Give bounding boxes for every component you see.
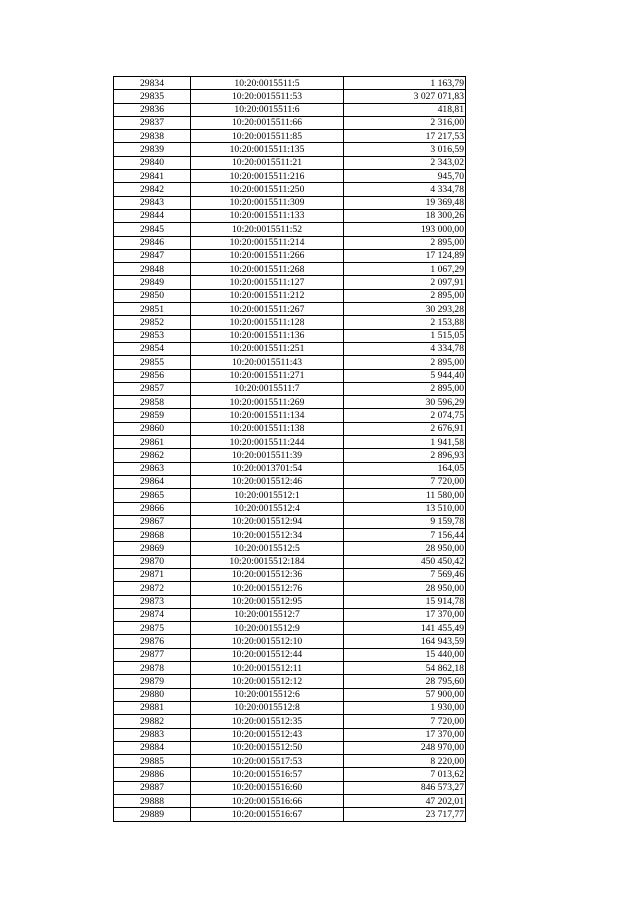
cadastral-number-cell: 10:20:0015512:8 bbox=[191, 701, 344, 714]
value-cell: 28 950,00 bbox=[344, 542, 466, 555]
table-row bbox=[114, 648, 466, 661]
table-row bbox=[114, 701, 466, 714]
row-number-cell: 29882 bbox=[114, 715, 191, 728]
value-cell: 2 895,00 bbox=[344, 382, 466, 395]
cadastral-number-cell: 10:20:0015512:95 bbox=[191, 595, 344, 608]
row-number-cell: 29866 bbox=[114, 502, 191, 515]
value-cell: 7 569,46 bbox=[344, 568, 466, 581]
value-cell: 450 450,42 bbox=[344, 555, 466, 568]
row-number-cell: 29858 bbox=[114, 396, 191, 409]
value-cell: 2 074,75 bbox=[344, 409, 466, 422]
table-row bbox=[114, 382, 466, 395]
row-number-cell: 29840 bbox=[114, 156, 191, 169]
row-number-cell: 29855 bbox=[114, 356, 191, 369]
table-row bbox=[114, 449, 466, 462]
value-cell: 30 596,29 bbox=[344, 396, 466, 409]
table-row bbox=[114, 462, 466, 475]
cadastral-number-cell: 10:20:0015511:136 bbox=[191, 329, 344, 342]
cadastral-number-cell: 10:20:0015511:268 bbox=[191, 263, 344, 276]
table-row bbox=[114, 622, 466, 635]
cadastral-number-cell: 10:20:0015511:267 bbox=[191, 303, 344, 316]
value-cell: 846 573,27 bbox=[344, 781, 466, 794]
row-number-cell: 29870 bbox=[114, 555, 191, 568]
value-cell: 141 455,49 bbox=[344, 622, 466, 635]
row-number-cell: 29843 bbox=[114, 196, 191, 209]
table-row bbox=[114, 728, 466, 741]
cadastral-number-cell: 10:20:0015511:5 bbox=[191, 77, 344, 90]
row-number-cell: 29853 bbox=[114, 329, 191, 342]
table-row bbox=[114, 409, 466, 422]
cadastral-number-cell: 10:20:0015512:12 bbox=[191, 675, 344, 688]
row-number-cell: 29848 bbox=[114, 263, 191, 276]
table-row bbox=[114, 342, 466, 355]
row-number-cell: 29852 bbox=[114, 316, 191, 329]
table-row bbox=[114, 781, 466, 794]
table-body bbox=[114, 77, 466, 822]
value-cell: 28 950,00 bbox=[344, 582, 466, 595]
table-row bbox=[114, 489, 466, 502]
value-cell: 2 343,02 bbox=[344, 156, 466, 169]
value-cell: 1 163,79 bbox=[344, 77, 466, 90]
cadastral-number-cell: 10:20:0015516:60 bbox=[191, 781, 344, 794]
cadastral-value-table bbox=[113, 76, 466, 822]
table-row bbox=[114, 103, 466, 116]
value-cell: 193 000,00 bbox=[344, 223, 466, 236]
cadastral-number-cell: 10:20:0015512:35 bbox=[191, 715, 344, 728]
value-cell: 2 153,88 bbox=[344, 316, 466, 329]
cadastral-number-cell: 10:20:0015511:251 bbox=[191, 342, 344, 355]
cadastral-number-cell: 10:20:0015512:94 bbox=[191, 515, 344, 528]
cadastral-number-cell: 10:20:0015512:9 bbox=[191, 622, 344, 635]
cadastral-number-cell: 10:20:0015512:1 bbox=[191, 489, 344, 502]
row-number-cell: 29844 bbox=[114, 209, 191, 222]
table-row bbox=[114, 422, 466, 435]
row-number-cell: 29872 bbox=[114, 582, 191, 595]
value-cell: 57 900,00 bbox=[344, 688, 466, 701]
table-row bbox=[114, 170, 466, 183]
table-row bbox=[114, 143, 466, 156]
table-row bbox=[114, 209, 466, 222]
cadastral-number-cell: 10:20:0015511:21 bbox=[191, 156, 344, 169]
table-row bbox=[114, 555, 466, 568]
value-cell: 17 124,89 bbox=[344, 249, 466, 262]
row-number-cell: 29869 bbox=[114, 542, 191, 555]
row-number-cell: 29877 bbox=[114, 648, 191, 661]
value-cell: 13 510,00 bbox=[344, 502, 466, 515]
value-cell: 15 914,78 bbox=[344, 595, 466, 608]
value-cell: 1 515,05 bbox=[344, 329, 466, 342]
cadastral-number-cell: 10:20:0015511:212 bbox=[191, 289, 344, 302]
value-cell: 248 970,00 bbox=[344, 741, 466, 754]
table-row bbox=[114, 356, 466, 369]
table-row bbox=[114, 223, 466, 236]
row-number-cell: 29888 bbox=[114, 795, 191, 808]
value-cell: 2 896,93 bbox=[344, 449, 466, 462]
value-cell: 28 795,60 bbox=[344, 675, 466, 688]
row-number-cell: 29867 bbox=[114, 515, 191, 528]
table-row bbox=[114, 396, 466, 409]
table-row bbox=[114, 635, 466, 648]
value-cell: 17 217,53 bbox=[344, 130, 466, 143]
row-number-cell: 29845 bbox=[114, 223, 191, 236]
cadastral-number-cell: 10:20:0015512:44 bbox=[191, 648, 344, 661]
table-row bbox=[114, 715, 466, 728]
row-number-cell: 29835 bbox=[114, 90, 191, 103]
value-cell: 19 369,48 bbox=[344, 196, 466, 209]
value-cell: 2 097,91 bbox=[344, 276, 466, 289]
table-row bbox=[114, 515, 466, 528]
cadastral-number-cell: 10:20:0015512:46 bbox=[191, 475, 344, 488]
row-number-cell: 29836 bbox=[114, 103, 191, 116]
table-row bbox=[114, 276, 466, 289]
cadastral-number-cell: 10:20:0015511:269 bbox=[191, 396, 344, 409]
cadastral-number-cell: 10:20:0015511:138 bbox=[191, 422, 344, 435]
cadastral-number-cell: 10:20:0015511:250 bbox=[191, 183, 344, 196]
value-cell: 945,70 bbox=[344, 170, 466, 183]
cadastral-number-cell: 10:20:0015511:43 bbox=[191, 356, 344, 369]
row-number-cell: 29837 bbox=[114, 116, 191, 129]
value-cell: 23 717,77 bbox=[344, 808, 466, 821]
value-cell: 4 334,78 bbox=[344, 183, 466, 196]
row-number-cell: 29883 bbox=[114, 728, 191, 741]
row-number-cell: 29859 bbox=[114, 409, 191, 422]
row-number-cell: 29873 bbox=[114, 595, 191, 608]
table-row bbox=[114, 475, 466, 488]
cadastral-number-cell: 10:20:0015516:67 bbox=[191, 808, 344, 821]
table-row bbox=[114, 688, 466, 701]
row-number-cell: 29879 bbox=[114, 675, 191, 688]
row-number-cell: 29860 bbox=[114, 422, 191, 435]
row-number-cell: 29864 bbox=[114, 475, 191, 488]
table-row bbox=[114, 568, 466, 581]
row-number-cell: 29847 bbox=[114, 249, 191, 262]
value-cell: 418,81 bbox=[344, 103, 466, 116]
cadastral-number-cell: 10:20:0015512:4 bbox=[191, 502, 344, 515]
table-row bbox=[114, 369, 466, 382]
value-cell: 2 895,00 bbox=[344, 236, 466, 249]
value-cell: 7 013,62 bbox=[344, 768, 466, 781]
table-row bbox=[114, 755, 466, 768]
cadastral-number-cell: 10:20:0015516:57 bbox=[191, 768, 344, 781]
row-number-cell: 29849 bbox=[114, 276, 191, 289]
cadastral-number-cell: 10:20:0015512:11 bbox=[191, 662, 344, 675]
value-cell: 1 930,00 bbox=[344, 701, 466, 714]
cadastral-number-cell: 10:20:0015511:66 bbox=[191, 116, 344, 129]
value-cell: 47 202,01 bbox=[344, 795, 466, 808]
cadastral-number-cell: 10:20:0015511:134 bbox=[191, 409, 344, 422]
table-row bbox=[114, 529, 466, 542]
table-row bbox=[114, 329, 466, 342]
row-number-cell: 29885 bbox=[114, 755, 191, 768]
table-row bbox=[114, 90, 466, 103]
value-cell: 2 895,00 bbox=[344, 356, 466, 369]
row-number-cell: 29846 bbox=[114, 236, 191, 249]
table-row bbox=[114, 196, 466, 209]
cadastral-number-cell: 10:20:0015511:39 bbox=[191, 449, 344, 462]
value-cell: 54 862,18 bbox=[344, 662, 466, 675]
cadastral-number-cell: 10:20:0015512:36 bbox=[191, 568, 344, 581]
cadastral-number-cell: 10:20:0015511:244 bbox=[191, 436, 344, 449]
row-number-cell: 29887 bbox=[114, 781, 191, 794]
table-row bbox=[114, 595, 466, 608]
value-cell: 15 440,00 bbox=[344, 648, 466, 661]
cadastral-number-cell: 10:20:0015511:53 bbox=[191, 90, 344, 103]
row-number-cell: 29881 bbox=[114, 701, 191, 714]
value-cell: 7 720,00 bbox=[344, 475, 466, 488]
cadastral-number-cell: 10:20:0015512:5 bbox=[191, 542, 344, 555]
row-number-cell: 29838 bbox=[114, 130, 191, 143]
cadastral-number-cell: 10:20:0015511:52 bbox=[191, 223, 344, 236]
table-row bbox=[114, 582, 466, 595]
cadastral-number-cell: 10:20:0015512:6 bbox=[191, 688, 344, 701]
row-number-cell: 29851 bbox=[114, 303, 191, 316]
value-cell: 3 027 071,83 bbox=[344, 90, 466, 103]
value-cell: 17 370,00 bbox=[344, 608, 466, 621]
row-number-cell: 29880 bbox=[114, 688, 191, 701]
table-row bbox=[114, 662, 466, 675]
table-row bbox=[114, 795, 466, 808]
row-number-cell: 29841 bbox=[114, 170, 191, 183]
cadastral-number-cell: 10:20:0015511:133 bbox=[191, 209, 344, 222]
cadastral-number-cell: 10:20:0015511:6 bbox=[191, 103, 344, 116]
table-row bbox=[114, 608, 466, 621]
value-cell: 2 676,91 bbox=[344, 422, 466, 435]
table-row bbox=[114, 236, 466, 249]
cadastral-number-cell: 10:20:0015512:76 bbox=[191, 582, 344, 595]
row-number-cell: 29854 bbox=[114, 342, 191, 355]
row-number-cell: 29889 bbox=[114, 808, 191, 821]
row-number-cell: 29863 bbox=[114, 462, 191, 475]
value-cell: 18 300,26 bbox=[344, 209, 466, 222]
value-cell: 11 580,00 bbox=[344, 489, 466, 502]
cadastral-number-cell: 10:20:0015511:127 bbox=[191, 276, 344, 289]
table-row bbox=[114, 808, 466, 821]
row-number-cell: 29839 bbox=[114, 143, 191, 156]
row-number-cell: 29865 bbox=[114, 489, 191, 502]
value-cell: 164 943,59 bbox=[344, 635, 466, 648]
table-row bbox=[114, 263, 466, 276]
value-cell: 1 941,58 bbox=[344, 436, 466, 449]
value-cell: 4 334,78 bbox=[344, 342, 466, 355]
row-number-cell: 29874 bbox=[114, 608, 191, 621]
table-row bbox=[114, 542, 466, 555]
cadastral-number-cell: 10:20:0015511:85 bbox=[191, 130, 344, 143]
table-row bbox=[114, 675, 466, 688]
cadastral-number-cell: 10:20:0015512:10 bbox=[191, 635, 344, 648]
row-number-cell: 29857 bbox=[114, 382, 191, 395]
row-number-cell: 29884 bbox=[114, 741, 191, 754]
table-row bbox=[114, 436, 466, 449]
table-row bbox=[114, 303, 466, 316]
value-cell: 3 016,59 bbox=[344, 143, 466, 156]
cadastral-number-cell: 10:20:0015512:34 bbox=[191, 529, 344, 542]
value-cell: 2 316,00 bbox=[344, 116, 466, 129]
value-cell: 2 895,00 bbox=[344, 289, 466, 302]
table-row bbox=[114, 768, 466, 781]
row-number-cell: 29862 bbox=[114, 449, 191, 462]
value-cell: 5 944,40 bbox=[344, 369, 466, 382]
value-cell: 8 220,00 bbox=[344, 755, 466, 768]
table-row bbox=[114, 116, 466, 129]
cadastral-number-cell: 10:20:0015511:309 bbox=[191, 196, 344, 209]
cadastral-number-cell: 10:20:0015511:214 bbox=[191, 236, 344, 249]
table-row bbox=[114, 502, 466, 515]
cadastral-number-cell: 10:20:0015511:7 bbox=[191, 382, 344, 395]
row-number-cell: 29834 bbox=[114, 77, 191, 90]
value-cell: 9 159,78 bbox=[344, 515, 466, 528]
row-number-cell: 29850 bbox=[114, 289, 191, 302]
cadastral-number-cell: 10:20:0015512:7 bbox=[191, 608, 344, 621]
row-number-cell: 29856 bbox=[114, 369, 191, 382]
table-row bbox=[114, 249, 466, 262]
table-row bbox=[114, 156, 466, 169]
value-cell: 30 293,28 bbox=[344, 303, 466, 316]
row-number-cell: 29876 bbox=[114, 635, 191, 648]
row-number-cell: 29842 bbox=[114, 183, 191, 196]
cadastral-number-cell: 10:20:0015511:135 bbox=[191, 143, 344, 156]
value-cell: 17 370,00 bbox=[344, 728, 466, 741]
row-number-cell: 29886 bbox=[114, 768, 191, 781]
cadastral-number-cell: 10:20:0015517:53 bbox=[191, 755, 344, 768]
cadastral-number-cell: 10:20:0015512:43 bbox=[191, 728, 344, 741]
table-row bbox=[114, 77, 466, 90]
cadastral-number-cell: 10:20:0015512:50 bbox=[191, 741, 344, 754]
cadastral-number-cell: 10:20:0013701:54 bbox=[191, 462, 344, 475]
value-cell: 7 156,44 bbox=[344, 529, 466, 542]
value-cell: 164,05 bbox=[344, 462, 466, 475]
table-row bbox=[114, 316, 466, 329]
row-number-cell: 29878 bbox=[114, 662, 191, 675]
cadastral-number-cell: 10:20:0015511:271 bbox=[191, 369, 344, 382]
table-row bbox=[114, 130, 466, 143]
row-number-cell: 29871 bbox=[114, 568, 191, 581]
cadastral-number-cell: 10:20:0015511:128 bbox=[191, 316, 344, 329]
value-cell: 1 067,29 bbox=[344, 263, 466, 276]
table-row bbox=[114, 289, 466, 302]
cadastral-number-cell: 10:20:0015516:66 bbox=[191, 795, 344, 808]
row-number-cell: 29861 bbox=[114, 436, 191, 449]
value-cell: 7 720,00 bbox=[344, 715, 466, 728]
cadastral-number-cell: 10:20:0015511:216 bbox=[191, 170, 344, 183]
cadastral-number-cell: 10:20:0015512:184 bbox=[191, 555, 344, 568]
row-number-cell: 29868 bbox=[114, 529, 191, 542]
row-number-cell: 29875 bbox=[114, 622, 191, 635]
table-row bbox=[114, 183, 466, 196]
table-row bbox=[114, 741, 466, 754]
cadastral-number-cell: 10:20:0015511:266 bbox=[191, 249, 344, 262]
